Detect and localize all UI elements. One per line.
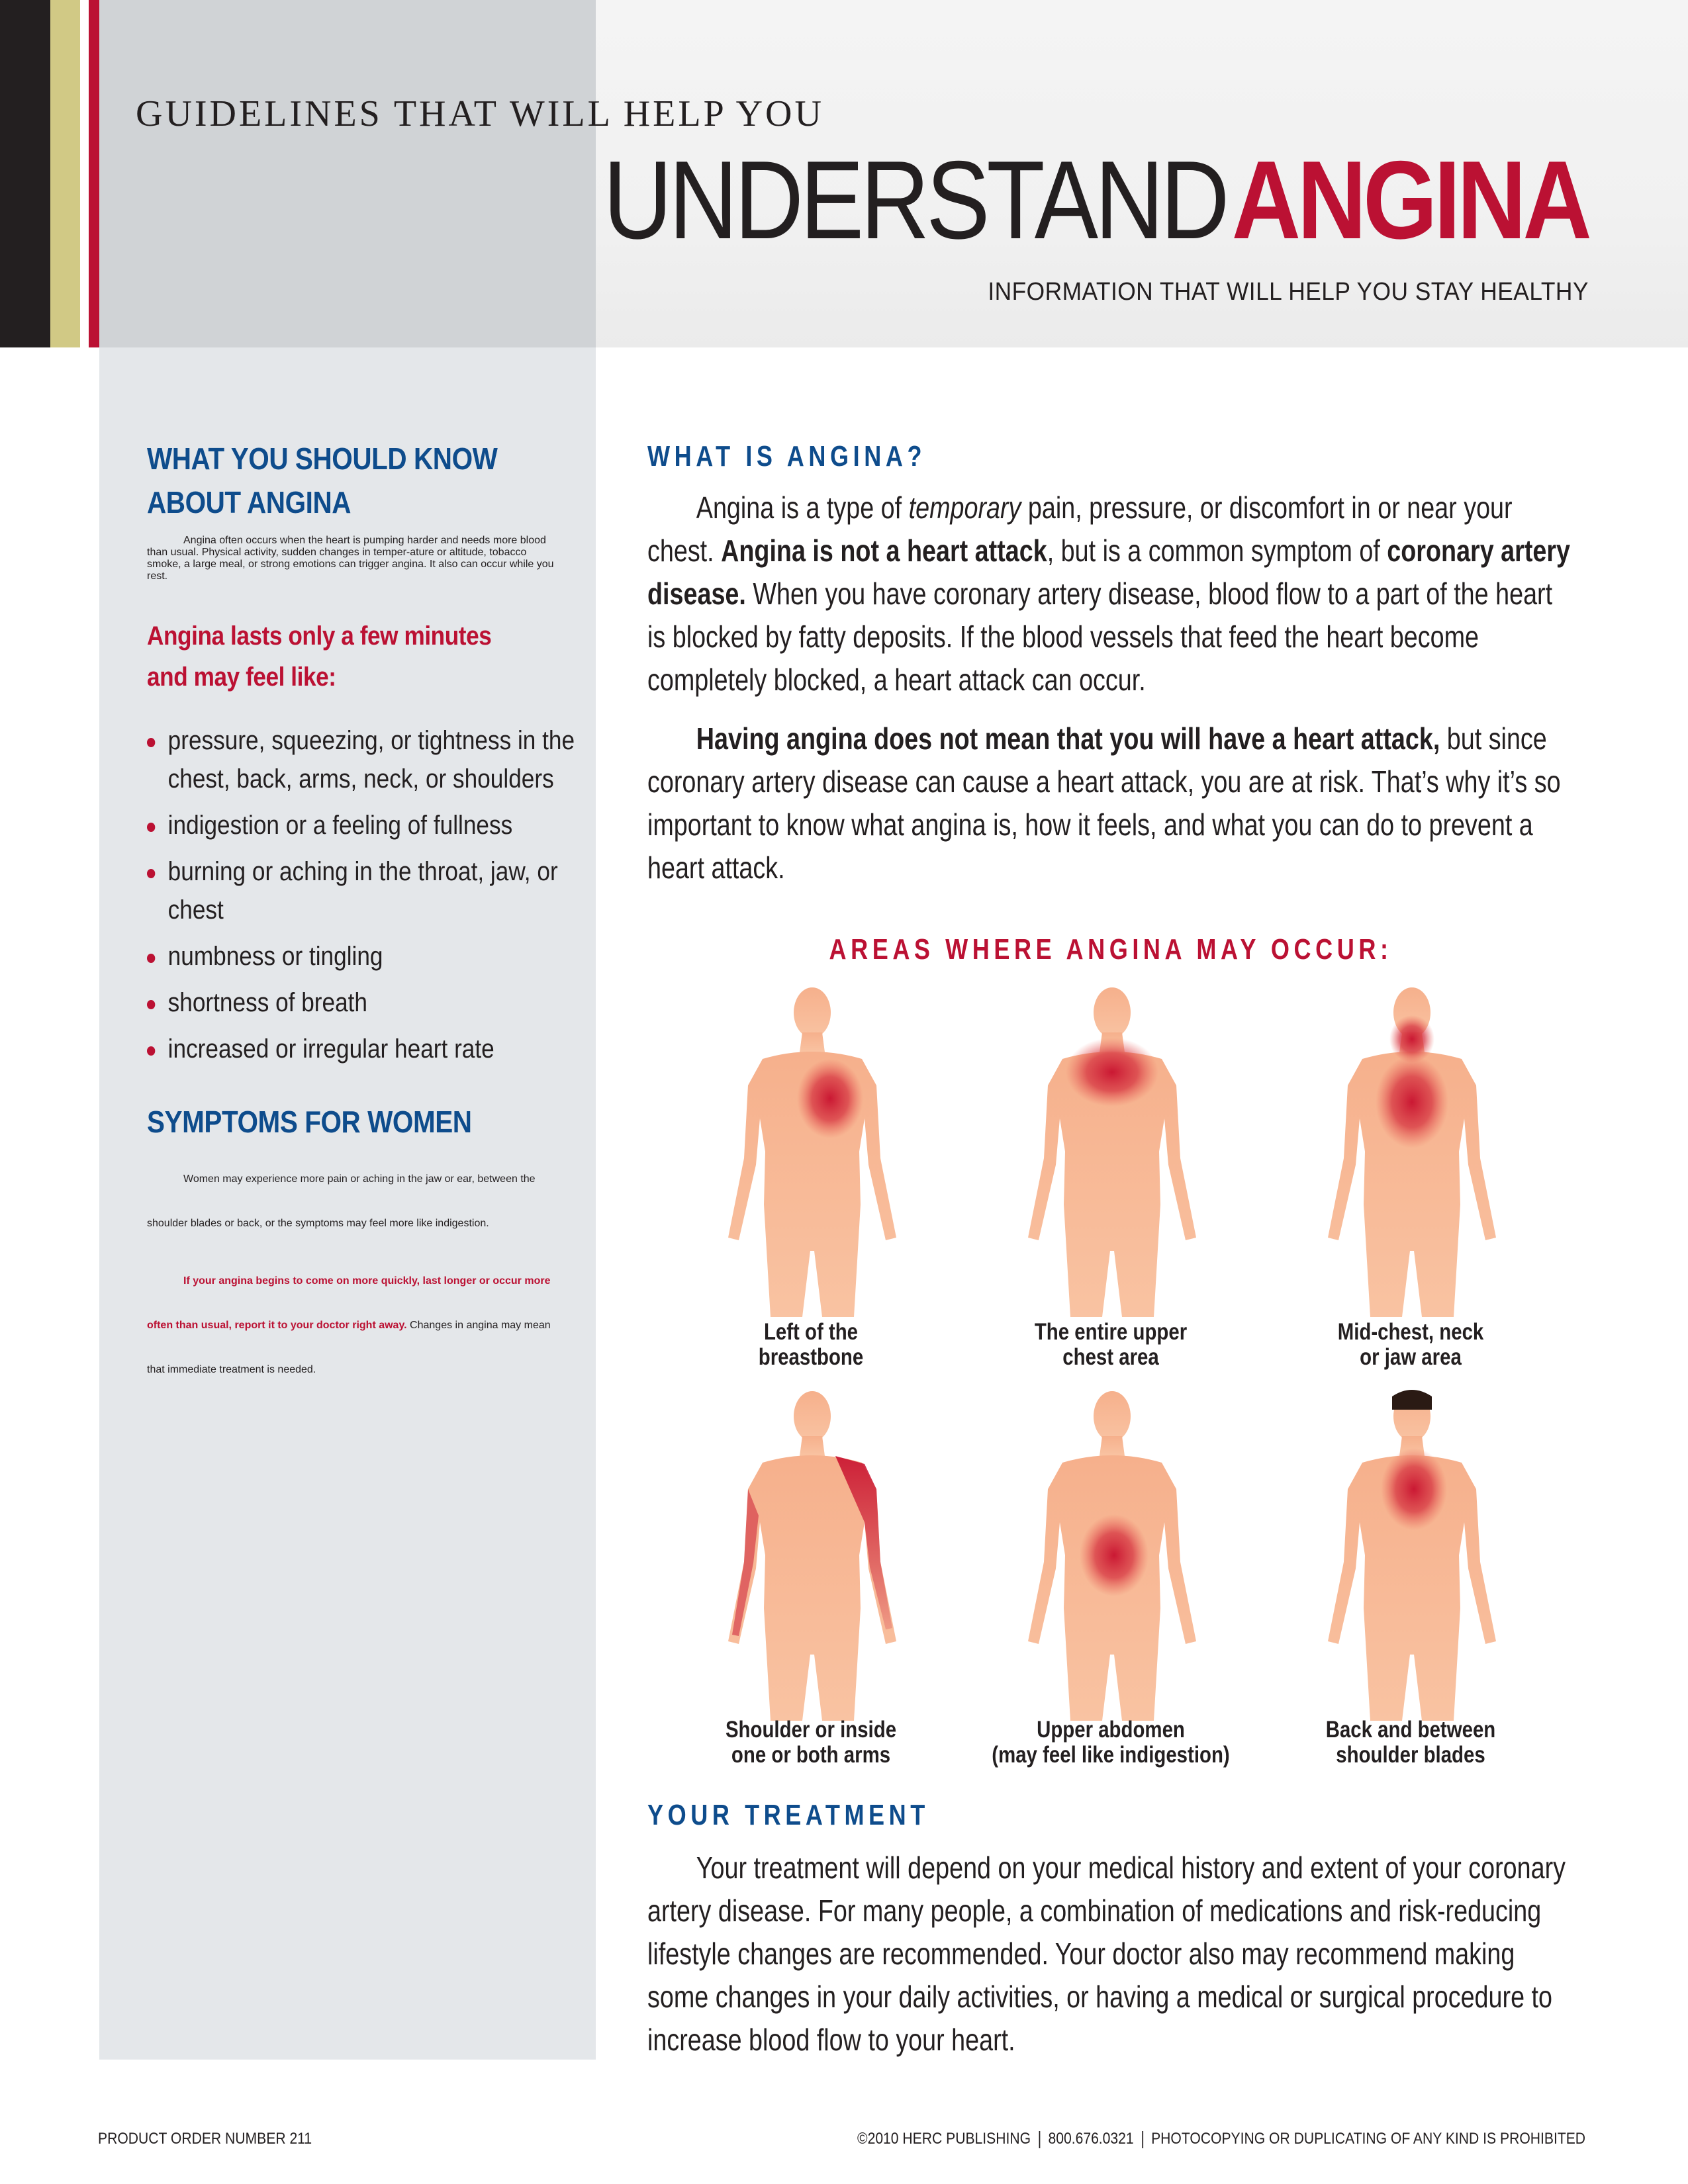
what-is-paragraph-1: Angina is a type of temporary pain, pressure, or discomfort in or near your chest. Angina is not a heart attack, but is a common symptom of coronary artery disease. When you have coronary artery disease, blood flow to a part of the heart is blocked by fatty deposits. If the blood vessels that feed the heart become completely blocked, a heart attack can occur. xyxy=(647,490,1571,697)
about-paragraph: Angina often occurs when the heart is pumping harder and needs more blood than usual. Physical activity, sudden changes in temper-ature or altitude, tobacco smoke, a large meal, or strong emotions can trigger angina. It also can occur while you rest. xyxy=(147,535,554,582)
bullet-icon xyxy=(147,823,155,832)
caption-shoulder-arm: Shoulder or inside one or both arms xyxy=(725,1717,897,1768)
body-figure-back xyxy=(1303,1390,1521,1721)
sidebar-section-feels-like xyxy=(147,615,575,1068)
what-is-angina-heading: WHAT IS ANGINA? xyxy=(647,440,927,473)
list-item: burning or aching in the throat, jaw, or chest xyxy=(147,852,580,929)
footer-legal: ©2010 HERC PUBLISHING 800.676.0321 PHOTOCOPYING OR DUPLICATING OF ANY KIND IS PROHIBITED xyxy=(857,2130,1585,2148)
treatment-heading: YOUR TREATMENT xyxy=(647,1799,929,1831)
title-angina: ANGINA xyxy=(1232,138,1589,262)
section-heading: WHAT YOU SHOULD KNOW xyxy=(147,441,498,476)
warning-bold: If your angina begins to come on more quickly, last longer or occur more often than usual, report it to your doctor right away. xyxy=(147,1275,551,1331)
body-figure-upper-chest xyxy=(1003,986,1221,1317)
section-heading: ABOUT ANGINA xyxy=(147,485,352,520)
caption-mid-chest-neck: Mid-chest, neck or jaw area xyxy=(1337,1319,1484,1370)
sidebar-section-women xyxy=(147,1100,557,1392)
bullet-icon xyxy=(147,869,155,878)
treatment-paragraph: Your treatment will depend on your medical history and extent of your coronary artery disease. For many people, a combination of medications and risk-reducing lifestyle changes are recommended. Your doctor also may recommend making some changes in your daily activities, or having a medical or surgical procedure to increase blood flow to your heart. xyxy=(647,1850,1566,2057)
divider xyxy=(1142,2131,1143,2148)
what-is-paragraph-2: Having angina does not mean that you will have a heart attack, but since coronary artery disease can cause a heart attack, you are at risk. That’s why it’s so important to know what angina is, how it feels, and what you can do to prevent a heart attack. xyxy=(647,721,1561,885)
main-content xyxy=(647,440,1574,889)
header-kicker: GUIDELINES THAT WILL HELP YOU xyxy=(136,93,824,134)
header-subtitle: INFORMATION THAT WILL HELP YOU STAY HEALTHY xyxy=(988,278,1589,306)
divider xyxy=(1039,2131,1040,2148)
caption-back: Back and between shoulder blades xyxy=(1325,1717,1496,1768)
symptom-list xyxy=(147,721,575,1068)
feels-like-heading: Angina lasts only a few minutes xyxy=(147,621,492,651)
feels-like-heading: and may feel like: xyxy=(147,662,336,692)
list-item: increased or irregular heart rate xyxy=(147,1030,580,1068)
sidebar-section-about xyxy=(147,437,557,582)
footer-order-number: PRODUCT ORDER NUMBER 211 xyxy=(98,2130,312,2148)
caption-left-chest: Left of the breastbone xyxy=(758,1319,864,1370)
list-item: indigestion or a feeling of fullness xyxy=(147,806,580,844)
warning-paragraph: If your angina begins to come on more quickly, last longer or occur more often than usual, report it to your doctor right away. Changes in angina may mean that immediate treatment is needed. xyxy=(147,1275,551,1375)
page-title xyxy=(0,138,1589,262)
section-heading: SYMPTOMS FOR WOMEN xyxy=(147,1105,472,1139)
body-figure-shoulder-arm xyxy=(703,1390,921,1721)
body-figure-mid-chest-neck xyxy=(1303,986,1521,1317)
body-figure-abdomen xyxy=(1003,1390,1221,1721)
list-item: pressure, squeezing, or tightness in the chest, back, arms, neck, or shoulders xyxy=(147,721,580,798)
areas-heading: AREAS WHERE ANGINA MAY OCCUR: xyxy=(829,933,1393,966)
list-item: shortness of breath xyxy=(147,983,580,1022)
title-understand: UNDERSTAND xyxy=(603,138,1227,262)
bullet-icon xyxy=(147,738,155,747)
caption-abdomen: Upper abdomen (may feel like indigestion) xyxy=(992,1717,1230,1768)
caption-upper-chest: The entire upper chest area xyxy=(1034,1319,1188,1370)
treatment-section xyxy=(647,1799,1574,2062)
bullet-icon xyxy=(147,1046,155,1056)
list-item: numbness or tingling xyxy=(147,937,580,976)
women-paragraph: Women may experience more pain or aching in the jaw or ear, between the shoulder blades or back, or the symptoms may feel more like indigestion. xyxy=(147,1173,536,1229)
bullet-icon xyxy=(147,1000,155,1009)
body-figure-left-chest xyxy=(703,986,921,1317)
sidebar-content xyxy=(147,437,575,1402)
bullet-icon xyxy=(147,954,155,963)
